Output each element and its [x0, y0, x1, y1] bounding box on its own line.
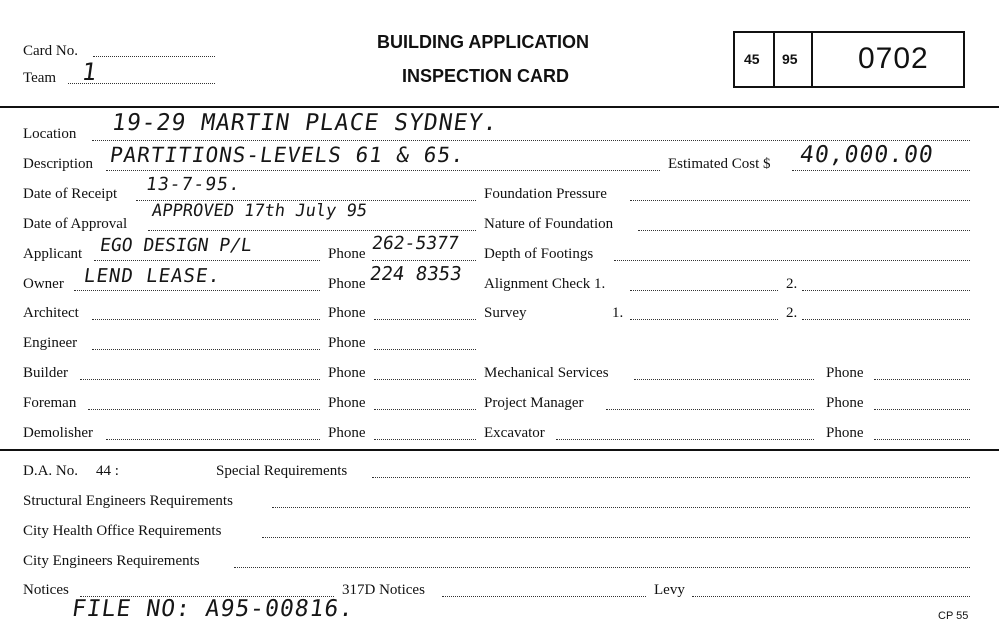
team-value: 1 — [80, 58, 100, 86]
owner-field[interactable] — [74, 290, 320, 291]
description-label: Description — [23, 156, 93, 172]
architect-label: Architect — [23, 305, 79, 321]
estimated-cost-value: 40,000.00 — [798, 142, 936, 168]
survey-1-label: 1. — [612, 305, 624, 321]
project-manager-label: Project Manager — [484, 395, 584, 411]
mechanical-services-label: Mechanical Services — [484, 365, 609, 381]
alignment-check-2-label: 2. — [786, 276, 798, 292]
title-line-1: BUILDING APPLICATION — [377, 32, 589, 52]
alignment-check-label: Alignment Check 1. — [484, 276, 606, 292]
box-divider-2 — [811, 31, 813, 88]
excavator-field[interactable] — [556, 439, 814, 440]
form-code: CP 55 — [938, 610, 969, 622]
date-of-approval-field[interactable] — [148, 230, 476, 231]
foreman-phone-label: Phone — [328, 395, 366, 411]
builder-field[interactable] — [80, 379, 320, 380]
alignment-check-2-field[interactable] — [802, 290, 970, 291]
owner-phone-value: 224 8353 — [368, 263, 464, 285]
foreman-field[interactable] — [88, 409, 320, 410]
mechanical-phone-field[interactable] — [874, 379, 970, 380]
team-label: Team — [23, 70, 57, 86]
date-of-receipt-label: Date of Receipt — [23, 186, 118, 202]
notices-317d-field[interactable] — [442, 596, 646, 597]
estimated-cost-field[interactable] — [792, 170, 970, 171]
levy-field[interactable] — [692, 596, 970, 597]
nature-of-foundation-label: Nature of Foundation — [484, 216, 614, 232]
special-requirements-label: Special Requirements — [216, 463, 348, 479]
da-no-value: 44 : — [96, 463, 119, 479]
foreman-label: Foreman — [23, 395, 77, 411]
survey-1-field[interactable] — [630, 319, 778, 320]
foreman-phone-field[interactable] — [374, 409, 476, 410]
excavator-phone-field[interactable] — [874, 439, 970, 440]
builder-phone-field[interactable] — [374, 379, 476, 380]
engineer-phone-label: Phone — [328, 335, 366, 351]
section-divider — [0, 449, 999, 451]
da-no-label: D.A. No. — [23, 463, 78, 479]
city-health-requirements-label: City Health Office Requirements — [23, 523, 222, 539]
box-divider-1 — [773, 31, 775, 88]
card-number: 0702 — [858, 42, 929, 75]
notices-317d-label: 317D Notices — [342, 582, 425, 598]
header-divider — [0, 106, 999, 108]
survey-2-label: 2. — [786, 305, 798, 321]
demolisher-phone-label: Phone — [328, 425, 366, 441]
alignment-check-1-field[interactable] — [630, 290, 778, 291]
engineer-field[interactable] — [92, 349, 320, 350]
applicant-field[interactable] — [94, 260, 320, 261]
owner-value: LEND LEASE. — [82, 265, 223, 287]
foundation-pressure-field[interactable] — [630, 200, 970, 201]
structural-requirements-label: Structural Engineers Requirements — [23, 493, 233, 509]
code-b: 95 — [782, 51, 798, 67]
survey-2-field[interactable] — [802, 319, 970, 320]
description-value: PARTITIONS-LEVELS 61 & 65. — [108, 143, 467, 167]
city-health-requirements-field[interactable] — [262, 537, 970, 538]
applicant-phone-value: 262-5377 — [370, 233, 461, 254]
city-engineers-requirements-label: City Engineers Requirements — [23, 553, 200, 569]
description-field[interactable] — [106, 170, 660, 171]
card-no-field[interactable] — [93, 56, 215, 57]
architect-phone-label: Phone — [328, 305, 366, 321]
location-label: Location — [23, 126, 77, 142]
date-of-approval-label: Date of Approval — [23, 216, 128, 232]
owner-phone-label: Phone — [328, 276, 366, 292]
foundation-pressure-label: Foundation Pressure — [484, 186, 607, 202]
depth-of-footings-label: Depth of Footings — [484, 246, 594, 262]
architect-phone-field[interactable] — [374, 319, 476, 320]
project-manager-phone-field[interactable] — [874, 409, 970, 410]
date-of-receipt-value: 13-7-95. — [144, 174, 243, 195]
card-no-label: Card No. — [23, 43, 78, 59]
code-a: 45 — [744, 51, 760, 67]
card-number-box — [733, 31, 965, 88]
file-number: FILE NO: A95-00816. — [70, 596, 356, 622]
applicant-value: EGO DESIGN P/L — [98, 235, 254, 256]
excavator-phone-label: Phone — [826, 425, 864, 441]
project-manager-field[interactable] — [606, 409, 814, 410]
title-line-2: INSPECTION CARD — [402, 66, 570, 86]
city-engineers-requirements-field[interactable] — [234, 567, 970, 568]
demolisher-label: Demolisher — [23, 425, 93, 441]
applicant-phone-label: Phone — [328, 246, 366, 262]
structural-requirements-field[interactable] — [272, 507, 970, 508]
nature-of-foundation-field[interactable] — [638, 230, 970, 231]
engineer-phone-field[interactable] — [374, 349, 476, 350]
depth-of-footings-field[interactable] — [614, 260, 970, 261]
survey-label: Survey — [484, 305, 527, 321]
demolisher-field[interactable] — [106, 439, 320, 440]
builder-phone-label: Phone — [328, 365, 366, 381]
engineer-label: Engineer — [23, 335, 78, 351]
location-field[interactable] — [92, 140, 970, 141]
mechanical-phone-label: Phone — [826, 365, 864, 381]
applicant-phone-field[interactable] — [372, 260, 476, 261]
demolisher-phone-field[interactable] — [374, 439, 476, 440]
builder-label: Builder — [23, 365, 68, 381]
special-requirements-field[interactable] — [372, 477, 970, 478]
applicant-label: Applicant — [23, 246, 83, 262]
owner-label: Owner — [23, 276, 64, 292]
location-value: 19-29 MARTIN PLACE SYDNEY. — [110, 110, 500, 136]
notices-label: Notices — [23, 582, 69, 598]
date-of-approval-value: APPROVED 17th July 95 — [150, 201, 369, 221]
project-manager-phone-label: Phone — [826, 395, 864, 411]
architect-field[interactable] — [92, 319, 320, 320]
excavator-label: Excavator — [484, 425, 545, 441]
levy-label: Levy — [654, 582, 685, 598]
mechanical-services-field[interactable] — [634, 379, 814, 380]
estimated-cost-label: Estimated Cost $ — [668, 156, 771, 172]
